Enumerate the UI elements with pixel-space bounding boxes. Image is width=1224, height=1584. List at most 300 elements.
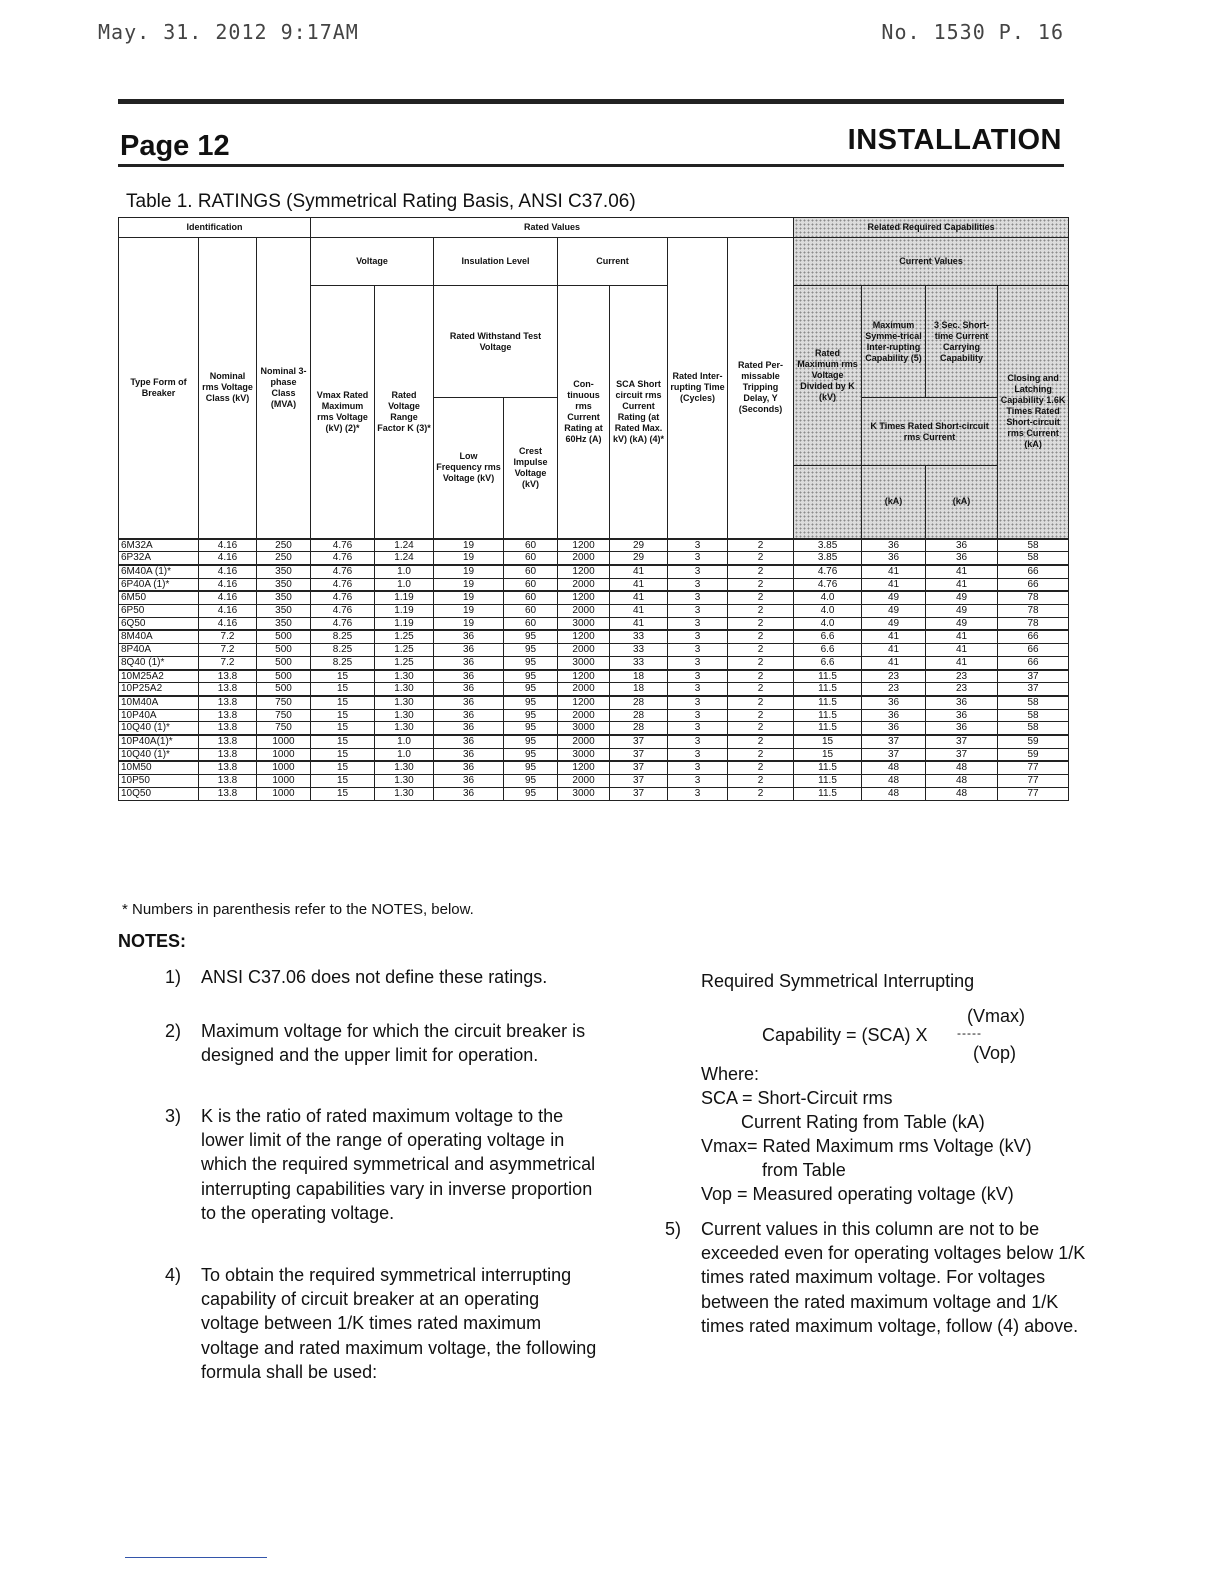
table-cell: 3 bbox=[668, 683, 728, 696]
table-cell: 6.6 bbox=[794, 630, 862, 643]
table-cell: 2 bbox=[728, 761, 794, 774]
table-cell: 500 bbox=[257, 656, 311, 669]
formula-intro: Required Symmetrical Interrupting bbox=[701, 971, 975, 991]
table-cell: 11.5 bbox=[794, 775, 862, 788]
table-cell: 95 bbox=[504, 683, 558, 696]
table-cell: 1.30 bbox=[375, 683, 434, 696]
withstand-header: Rated Withstand Test Voltage bbox=[434, 286, 558, 398]
table-cell: 2 bbox=[728, 565, 794, 578]
sca-definition: SCA = Short-Circuit rms bbox=[701, 1088, 893, 1108]
table-cell: 4.76 bbox=[311, 578, 375, 591]
table-cell: 66 bbox=[998, 565, 1069, 578]
table-cell: 1200 bbox=[558, 670, 610, 683]
table-cell: 15 bbox=[311, 683, 375, 696]
table-cell: 60 bbox=[504, 565, 558, 578]
table-cell: 1.25 bbox=[375, 644, 434, 657]
table-cell: 500 bbox=[257, 644, 311, 657]
table-row bbox=[119, 722, 1069, 735]
table-cell: 66 bbox=[998, 630, 1069, 643]
table-cell: 95 bbox=[504, 696, 558, 709]
table-cell: 3 bbox=[668, 578, 728, 591]
table-cell: 49 bbox=[862, 617, 926, 630]
table-cell: 41 bbox=[926, 644, 998, 657]
breaker-type-cell: 6Q50 bbox=[119, 617, 199, 630]
breaker-type-cell: 10M25A2 bbox=[119, 670, 199, 683]
breaker-type-cell: 6P40A (1)* bbox=[119, 578, 199, 591]
table-cell: 750 bbox=[257, 709, 311, 722]
formula-lhs: Capability = (SCA) X bbox=[762, 1025, 928, 1045]
table-cell: 41 bbox=[862, 656, 926, 669]
table-cell: 2 bbox=[728, 617, 794, 630]
table-cell: 8.25 bbox=[311, 656, 375, 669]
table-cell: 36 bbox=[926, 722, 998, 735]
table-cell: 41 bbox=[862, 565, 926, 578]
k-times-header: K Times Rated Short-circuit rms Current bbox=[862, 398, 998, 466]
table-cell: 15 bbox=[794, 748, 862, 761]
breaker-type-cell: 10Q50 bbox=[119, 787, 199, 800]
table-row bbox=[119, 683, 1069, 696]
table-cell: 77 bbox=[998, 787, 1069, 800]
table-cell: 2 bbox=[728, 552, 794, 565]
table-cell: 1200 bbox=[558, 539, 610, 552]
sca-definition-cont: Current Rating from Table (kA) bbox=[741, 1112, 985, 1132]
table-cell: 37 bbox=[610, 787, 668, 800]
range-factor-header: Rated Voltage Range Factor K (3)* bbox=[375, 286, 434, 539]
table-cell: 60 bbox=[504, 539, 558, 552]
table-cell: 3 bbox=[668, 552, 728, 565]
table-cell: 350 bbox=[257, 605, 311, 618]
table-cell: 2 bbox=[728, 696, 794, 709]
table-cell: 36 bbox=[862, 722, 926, 735]
identification-header: Identification bbox=[119, 218, 311, 238]
table-cell: 41 bbox=[926, 656, 998, 669]
sca-header: SCA Short circuit rms Current Rating (at Rated Max. kV) (kA) (4)* bbox=[610, 286, 668, 539]
table-cell: 36 bbox=[434, 761, 504, 774]
table-cell: 1.0 bbox=[375, 735, 434, 748]
table-cell: 13.8 bbox=[199, 787, 257, 800]
table-cell: 4.16 bbox=[199, 539, 257, 552]
table-cell: 1.30 bbox=[375, 722, 434, 735]
table-cell: 41 bbox=[862, 578, 926, 591]
table-row bbox=[119, 709, 1069, 722]
table-cell: 2000 bbox=[558, 775, 610, 788]
table-cell: 66 bbox=[998, 644, 1069, 657]
table-cell: 36 bbox=[926, 552, 998, 565]
table-cell: 60 bbox=[504, 552, 558, 565]
ratings-table-body bbox=[119, 539, 1069, 801]
table-cell: 33 bbox=[610, 644, 668, 657]
table-row bbox=[119, 565, 1069, 578]
table-cell: 19 bbox=[434, 617, 504, 630]
table-cell: 2 bbox=[728, 683, 794, 696]
table-row bbox=[119, 735, 1069, 748]
table-cell: 1.25 bbox=[375, 630, 434, 643]
table-cell: 66 bbox=[998, 656, 1069, 669]
table-cell: 37 bbox=[610, 735, 668, 748]
table-cell: 15 bbox=[311, 722, 375, 735]
note-1 bbox=[165, 965, 600, 989]
table-cell: 1000 bbox=[257, 735, 311, 748]
table-cell: 37 bbox=[926, 735, 998, 748]
table-cell: 1000 bbox=[257, 787, 311, 800]
table-cell: 4.0 bbox=[794, 617, 862, 630]
table-cell: 500 bbox=[257, 670, 311, 683]
table-cell: 36 bbox=[434, 709, 504, 722]
table-cell: 2 bbox=[728, 605, 794, 618]
table-cell: 58 bbox=[998, 709, 1069, 722]
note-number: 3) bbox=[165, 1106, 182, 1126]
table-cell: 1200 bbox=[558, 630, 610, 643]
table-cell: 11.5 bbox=[794, 761, 862, 774]
table-cell: 23 bbox=[926, 670, 998, 683]
note-3 bbox=[165, 1104, 600, 1225]
formula-fraction-bar: ----- bbox=[957, 1026, 982, 1040]
table-cell: 4.16 bbox=[199, 605, 257, 618]
max-sym-interrupting-header: Maximum Symme-trical Inter-rupting Capability (5) bbox=[862, 286, 926, 398]
table-cell: 3 bbox=[668, 787, 728, 800]
table-cell: 58 bbox=[998, 539, 1069, 552]
note-5 bbox=[665, 1217, 1097, 1338]
table-cell: 3000 bbox=[558, 722, 610, 735]
table-cell: 2000 bbox=[558, 644, 610, 657]
table-cell: 41 bbox=[610, 591, 668, 604]
table-cell: 28 bbox=[610, 696, 668, 709]
breaker-type-cell: 10P50 bbox=[119, 775, 199, 788]
note-text: Maximum voltage for which the circuit breaker is designed and the upper limit for operation. bbox=[201, 1021, 586, 1066]
table-cell: 37 bbox=[862, 748, 926, 761]
table-cell: 1.24 bbox=[375, 539, 434, 552]
table-cell: 4.76 bbox=[311, 617, 375, 630]
table-cell: 2 bbox=[728, 735, 794, 748]
table-cell: 1.19 bbox=[375, 605, 434, 618]
table-row bbox=[119, 591, 1069, 604]
vmax-definition: Vmax= Rated Maximum rms Voltage (kV) bbox=[701, 1136, 1032, 1156]
table-cell: 36 bbox=[434, 644, 504, 657]
formula-where: Where: bbox=[701, 1064, 760, 1084]
breaker-type-cell: 10Q40 (1)* bbox=[119, 722, 199, 735]
table-cell: 37 bbox=[926, 748, 998, 761]
breaker-type-cell: 10P25A2 bbox=[119, 683, 199, 696]
table-cell: 7.2 bbox=[199, 644, 257, 657]
table-cell: 3.85 bbox=[794, 552, 862, 565]
table-cell: 49 bbox=[862, 591, 926, 604]
related-capabilities-header: Related Required Capabilities bbox=[794, 218, 1069, 238]
table-cell: 2000 bbox=[558, 605, 610, 618]
table-cell: 3 bbox=[668, 656, 728, 669]
table-cell: 59 bbox=[998, 748, 1069, 761]
table-cell: 3 bbox=[668, 565, 728, 578]
table-cell: 1000 bbox=[257, 761, 311, 774]
table-cell: 3 bbox=[668, 735, 728, 748]
breaker-type-cell: 8Q40 (1)* bbox=[119, 656, 199, 669]
table-row bbox=[119, 578, 1069, 591]
current-values-header: Current Values bbox=[794, 238, 1069, 286]
table-cell: 36 bbox=[926, 696, 998, 709]
table-row bbox=[119, 539, 1069, 552]
table-cell: 13.8 bbox=[199, 683, 257, 696]
table-cell: 48 bbox=[862, 761, 926, 774]
table-cell: 15 bbox=[311, 670, 375, 683]
table-cell: 95 bbox=[504, 775, 558, 788]
table-cell: 3 bbox=[668, 709, 728, 722]
note-number: 4) bbox=[165, 1265, 182, 1285]
table-cell: 36 bbox=[862, 709, 926, 722]
table-cell: 95 bbox=[504, 722, 558, 735]
table-cell: 15 bbox=[311, 696, 375, 709]
table-cell: 2 bbox=[728, 644, 794, 657]
table-cell: 60 bbox=[504, 605, 558, 618]
table-row bbox=[119, 696, 1069, 709]
table-cell: 2 bbox=[728, 656, 794, 669]
unit-ka-header: (kA) bbox=[862, 466, 926, 539]
breaker-type-cell: 8M40A bbox=[119, 630, 199, 643]
table-cell: 33 bbox=[610, 656, 668, 669]
table-cell: 13.8 bbox=[199, 709, 257, 722]
table-cell: 4.76 bbox=[311, 552, 375, 565]
fax-timestamp: May. 31. 2012 9:17AM bbox=[98, 20, 359, 44]
table-cell: 350 bbox=[257, 578, 311, 591]
table-row bbox=[119, 605, 1069, 618]
table-cell: 58 bbox=[998, 722, 1069, 735]
table-cell: 13.8 bbox=[199, 670, 257, 683]
table-cell: 4.0 bbox=[794, 605, 862, 618]
breaker-type-cell: 10M40A bbox=[119, 696, 199, 709]
table-cell: 4.16 bbox=[199, 565, 257, 578]
table-cell: 7.2 bbox=[199, 630, 257, 643]
table-cell: 48 bbox=[926, 775, 998, 788]
table-cell: 6.6 bbox=[794, 656, 862, 669]
table-title: Table 1. RATINGS (Symmetrical Rating Basis, ANSI C37.06) bbox=[126, 191, 636, 212]
breaker-type-cell: 6P32A bbox=[119, 552, 199, 565]
max-voltage-div-k-header: Rated Maximum rms Voltage Divided by K (kV) bbox=[794, 286, 862, 466]
table-cell: 3 bbox=[668, 775, 728, 788]
table-cell: 1.24 bbox=[375, 552, 434, 565]
table-cell: 18 bbox=[610, 670, 668, 683]
table-cell: 18 bbox=[610, 683, 668, 696]
table-row bbox=[119, 644, 1069, 657]
table-cell: 11.5 bbox=[794, 722, 862, 735]
table-cell: 36 bbox=[434, 775, 504, 788]
table-cell: 6.6 bbox=[794, 644, 862, 657]
fax-header bbox=[98, 20, 1064, 50]
breaker-type-cell: 10M50 bbox=[119, 761, 199, 774]
table-cell: 3 bbox=[668, 722, 728, 735]
vmax-header: Vmax Rated Maximum rms Voltage (kV) (2)* bbox=[311, 286, 375, 539]
breaker-type-cell: 6P50 bbox=[119, 605, 199, 618]
table-cell: 49 bbox=[926, 591, 998, 604]
table-cell: 1.19 bbox=[375, 617, 434, 630]
table-cell: 36 bbox=[862, 539, 926, 552]
nominal-voltage-header: Nominal rms Voltage Class (kV) bbox=[199, 238, 257, 539]
table-cell: 4.16 bbox=[199, 617, 257, 630]
table-cell: 1.25 bbox=[375, 656, 434, 669]
table-cell: 58 bbox=[998, 696, 1069, 709]
table-cell: 77 bbox=[998, 761, 1069, 774]
vmax-definition-cont: from Table bbox=[762, 1160, 846, 1180]
table-cell: 37 bbox=[862, 735, 926, 748]
formula-denominator: (Vop) bbox=[973, 1043, 1017, 1063]
closing-latching-header: Closing and Latching Capability 1.6K Times Rated Short-circuit rms Current (kA) bbox=[998, 286, 1069, 539]
table-cell: 3.85 bbox=[794, 539, 862, 552]
table-cell: 3 bbox=[668, 617, 728, 630]
note-2 bbox=[165, 1019, 600, 1067]
table-cell: 15 bbox=[311, 735, 375, 748]
table-row bbox=[119, 787, 1069, 800]
short-time-header: 3 Sec. Short-time Current Carrying Capability bbox=[926, 286, 998, 398]
table-cell: 7.2 bbox=[199, 656, 257, 669]
table-cell: 19 bbox=[434, 552, 504, 565]
table-cell: 48 bbox=[926, 787, 998, 800]
table-cell: 15 bbox=[311, 787, 375, 800]
table-cell: 2000 bbox=[558, 578, 610, 591]
table-cell: 11.5 bbox=[794, 787, 862, 800]
table-cell: 66 bbox=[998, 578, 1069, 591]
table-cell: 95 bbox=[504, 709, 558, 722]
table-cell: 3 bbox=[668, 696, 728, 709]
table-cell: 11.5 bbox=[794, 709, 862, 722]
table-cell: 2000 bbox=[558, 735, 610, 748]
table-cell: 1.19 bbox=[375, 591, 434, 604]
table-cell: 2 bbox=[728, 591, 794, 604]
table-cell: 1.30 bbox=[375, 696, 434, 709]
table-cell: 3000 bbox=[558, 787, 610, 800]
table-cell: 1200 bbox=[558, 696, 610, 709]
low-frequency-header: Low Frequency rms Voltage (kV) bbox=[434, 398, 504, 539]
table-cell: 2 bbox=[728, 787, 794, 800]
empty-unit-cell bbox=[794, 466, 862, 539]
breaker-type-cell: 10P40A(1)* bbox=[119, 735, 199, 748]
table-cell: 36 bbox=[862, 552, 926, 565]
breaker-type-cell: 6M40A (1)* bbox=[119, 565, 199, 578]
table-cell: 19 bbox=[434, 565, 504, 578]
formula-numerator: (Vmax) bbox=[967, 1006, 1025, 1026]
table-cell: 95 bbox=[504, 630, 558, 643]
table-cell: 3000 bbox=[558, 617, 610, 630]
note-text: ANSI C37.06 does not define these ratings. bbox=[201, 967, 548, 987]
table-cell: 48 bbox=[862, 787, 926, 800]
table-cell: 13.8 bbox=[199, 775, 257, 788]
table-cell: 41 bbox=[926, 578, 998, 591]
table-cell: 37 bbox=[610, 775, 668, 788]
table-cell: 1000 bbox=[257, 748, 311, 761]
table-cell: 36 bbox=[434, 630, 504, 643]
crest-impulse-header: Crest Impulse Voltage (kV) bbox=[504, 398, 558, 539]
table-cell: 36 bbox=[434, 787, 504, 800]
table-cell: 4.16 bbox=[199, 591, 257, 604]
table-cell: 36 bbox=[926, 709, 998, 722]
breaker-type-cell: 8P40A bbox=[119, 644, 199, 657]
breaker-type-cell: 6M32A bbox=[119, 539, 199, 552]
table-cell: 60 bbox=[504, 617, 558, 630]
table-cell: 19 bbox=[434, 591, 504, 604]
table-cell: 23 bbox=[862, 683, 926, 696]
table-cell: 4.76 bbox=[311, 605, 375, 618]
table-cell: 41 bbox=[926, 565, 998, 578]
table-row bbox=[119, 630, 1069, 643]
table-cell: 95 bbox=[504, 670, 558, 683]
table-cell: 3000 bbox=[558, 748, 610, 761]
table-cell: 77 bbox=[998, 775, 1069, 788]
table-cell: 49 bbox=[926, 617, 998, 630]
table-cell: 95 bbox=[504, 656, 558, 669]
section-title: INSTALLATION bbox=[847, 124, 1062, 156]
table-cell: 23 bbox=[926, 683, 998, 696]
table-cell: 95 bbox=[504, 644, 558, 657]
continuous-current-header: Con-tinuous rms Current Rating at 60Hz (A) bbox=[558, 286, 610, 539]
bottom-rule bbox=[125, 1557, 267, 1558]
table-cell: 350 bbox=[257, 565, 311, 578]
table-cell: 78 bbox=[998, 591, 1069, 604]
current-header: Current bbox=[558, 238, 668, 286]
table-row bbox=[119, 761, 1069, 774]
note-text: Current values in this column are not to be exceeded even for operating voltages below 1/K times rated maximum voltage. For voltages between the rated maximum voltage and 1/K times rated maximum voltage, follow (4) above. bbox=[701, 1219, 1086, 1336]
table-footnote: * Numbers in parenthesis refer to the NOTES, below. bbox=[122, 901, 474, 918]
table-cell: 1.30 bbox=[375, 709, 434, 722]
table-cell: 78 bbox=[998, 605, 1069, 618]
table-cell: 28 bbox=[610, 722, 668, 735]
table-cell: 58 bbox=[998, 552, 1069, 565]
table-cell: 1.30 bbox=[375, 775, 434, 788]
table-cell: 37 bbox=[610, 761, 668, 774]
table-cell: 2 bbox=[728, 748, 794, 761]
table-cell: 95 bbox=[504, 787, 558, 800]
table-cell: 36 bbox=[434, 735, 504, 748]
note-number: 1) bbox=[165, 967, 182, 987]
table-cell: 13.8 bbox=[199, 696, 257, 709]
notes-heading: NOTES: bbox=[118, 931, 187, 951]
table-cell: 1.0 bbox=[375, 578, 434, 591]
table-cell: 41 bbox=[610, 578, 668, 591]
table-cell: 3 bbox=[668, 591, 728, 604]
table-cell: 49 bbox=[926, 605, 998, 618]
table-cell: 59 bbox=[998, 735, 1069, 748]
table-cell: 15 bbox=[311, 775, 375, 788]
breaker-type-cell: 10P40A bbox=[119, 709, 199, 722]
table-cell: 2 bbox=[728, 775, 794, 788]
table-cell: 2 bbox=[728, 630, 794, 643]
table-cell: 37 bbox=[610, 748, 668, 761]
table-cell: 4.16 bbox=[199, 578, 257, 591]
table-cell: 36 bbox=[434, 683, 504, 696]
table-cell: 2 bbox=[728, 670, 794, 683]
note-text: To obtain the required symmetrical interrupting capability of circuit breaker at an operating voltage between 1/K times rated maximum voltage and rated maximum voltage, the following formula shall be used: bbox=[201, 1265, 597, 1382]
table-row bbox=[119, 670, 1069, 683]
table-cell: 3 bbox=[668, 630, 728, 643]
table-cell: 1.0 bbox=[375, 748, 434, 761]
table-cell: 33 bbox=[610, 630, 668, 643]
table-cell: 1200 bbox=[558, 761, 610, 774]
vop-definition: Vop = Measured operating voltage (kV) bbox=[701, 1184, 1014, 1204]
table-cell: 36 bbox=[862, 696, 926, 709]
table-cell: 41 bbox=[610, 565, 668, 578]
table-cell: 1.30 bbox=[375, 761, 434, 774]
table-cell: 2000 bbox=[558, 683, 610, 696]
table-cell: 4.0 bbox=[794, 591, 862, 604]
table-cell: 250 bbox=[257, 539, 311, 552]
table-cell: 2 bbox=[728, 539, 794, 552]
note-number: 2) bbox=[165, 1021, 182, 1041]
table-cell: 500 bbox=[257, 630, 311, 643]
table-cell: 8.25 bbox=[311, 630, 375, 643]
table-cell: 1.30 bbox=[375, 670, 434, 683]
table-row bbox=[119, 552, 1069, 565]
tripping-delay-header: Rated Per-missable Tripping Delay, Y (Seconds) bbox=[728, 238, 794, 539]
table-cell: 350 bbox=[257, 617, 311, 630]
table-cell: 2 bbox=[728, 709, 794, 722]
table-cell: 3 bbox=[668, 539, 728, 552]
table-cell: 28 bbox=[610, 709, 668, 722]
table-cell: 95 bbox=[504, 748, 558, 761]
